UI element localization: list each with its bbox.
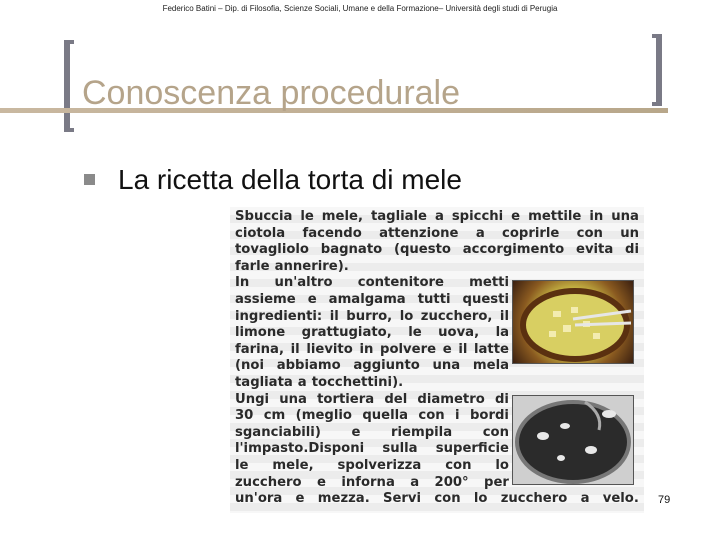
recipe-word: mettile (528, 209, 582, 224)
recipe-line (235, 325, 509, 342)
recipe-word: accorgimento (462, 242, 565, 258)
recipe-word: metti (469, 275, 509, 291)
recipe-line (235, 242, 639, 259)
recipe-word: 30 (235, 408, 254, 424)
recipe-word: grattugiato, (301, 325, 392, 341)
recipe-word: ciotola (235, 225, 286, 241)
recipe-word: assieme (235, 291, 296, 307)
recipe-word: zucchero, (420, 308, 493, 324)
bowl-of-batter-photo (512, 280, 634, 364)
recipe-word: in (589, 209, 604, 224)
recipe-line (235, 458, 509, 475)
recipe-word: di (625, 242, 639, 258)
recipe-word: spicchi (451, 209, 504, 224)
bowl-photo-drawing (513, 281, 633, 363)
title-bracket-right (652, 34, 662, 106)
recipe-word: farle (235, 258, 270, 274)
recipe-word: di (494, 391, 509, 407)
recipe-word: spolverizza (337, 457, 422, 473)
recipe-word: mela (472, 358, 509, 374)
recipe-word: (noi (235, 358, 264, 374)
recipe-word: velo. (602, 491, 639, 507)
recipe-word: questi (462, 291, 509, 307)
recipe-word: e (295, 491, 305, 507)
recipe-word: lo (473, 491, 488, 507)
recipe-word: mezza. (317, 491, 370, 507)
recipe-line (235, 441, 509, 458)
recipe-word: quella (362, 408, 409, 424)
recipe-word: limone (235, 325, 286, 341)
recipe-word: burro, (346, 308, 393, 324)
recipe-line (235, 292, 509, 309)
recipe-line (235, 226, 639, 243)
title-bracket-left (64, 40, 74, 132)
recipe-word: amalgama (328, 291, 406, 307)
recipe-word: zucchero (500, 491, 568, 507)
recipe-word: e (511, 209, 521, 224)
recipe-line (235, 425, 509, 442)
recipe-word: con (434, 491, 461, 507)
recipe-word: per (484, 474, 509, 490)
recipe-word: tovagliolo (235, 242, 309, 258)
recipe-line (235, 275, 509, 292)
recipe-word: a (475, 225, 485, 241)
recipe-word: lo (399, 308, 414, 324)
recipe-line (235, 358, 509, 375)
recipe-word: le (300, 209, 314, 224)
recipe-word: bagnato (320, 242, 383, 258)
recipe-word: le (235, 457, 249, 473)
recipe-word: tutti (417, 291, 451, 307)
recipe-word: con (445, 457, 472, 473)
recipe-word: il (329, 308, 339, 324)
recipe-word: polvere (380, 341, 437, 357)
recipe-word: cm (263, 408, 286, 424)
recipe-word: aggiunto (353, 358, 420, 374)
pan-photo-drawing (513, 396, 633, 484)
recipe-word: a (580, 491, 590, 507)
recipe-word: sganciabili) (235, 424, 321, 440)
recipe-word: bordi (469, 408, 509, 424)
recipe-line (235, 342, 509, 359)
recipe-word: con (418, 408, 445, 424)
recipe-word: il (499, 308, 509, 324)
recipe-word: e (442, 341, 452, 357)
recipe-word: e (351, 424, 361, 440)
recipe-line (235, 491, 639, 508)
recipe-word: (questo (393, 242, 451, 258)
recipe-word: l'impasto.Disponi (235, 441, 365, 457)
recipe-word: a (410, 474, 420, 490)
bullet-square-icon (84, 174, 95, 185)
recipe-word: Ungi (235, 391, 270, 407)
recipe-word: latte (474, 341, 509, 357)
recipe-word: attenzione (379, 225, 459, 241)
recipe-word: Servi (382, 491, 422, 507)
recipe-word: diametro (417, 391, 485, 407)
recipe-word: superficie (435, 441, 509, 457)
recipe-word: e (317, 474, 326, 490)
recipe-line (235, 259, 639, 276)
recipe-line (235, 209, 639, 226)
recipe-word: in (359, 341, 374, 357)
recipe-word: un'ora (235, 491, 283, 507)
recipe-word: una (611, 209, 639, 224)
recipe-word: a (297, 374, 307, 390)
page-number: 79 (658, 494, 671, 506)
recipe-word: del (384, 391, 408, 407)
recipe-word: con (482, 424, 509, 440)
recipe-word: tagliata (235, 374, 293, 390)
recipe-word: 200° (434, 474, 469, 490)
recipe-word: una (432, 358, 461, 374)
recipe-word: tocchettini). (311, 374, 404, 390)
recipe-word: coprirle (502, 225, 560, 241)
recipe-line (235, 309, 509, 326)
recipe-word: i (455, 408, 460, 424)
recipe-word: e (307, 291, 317, 307)
header-credit: Federico Batini – Dip. di Filosofia, Scienze Sociali, Umane e della Formazione– Università degli studi di Perugia (162, 4, 558, 13)
recipe-word: annerire). (274, 258, 349, 274)
recipe-word: In (235, 275, 250, 291)
recipe-line (235, 475, 509, 492)
recipe-word: a (434, 209, 444, 224)
baking-pan-photo (512, 395, 634, 485)
recipe-word: le (408, 325, 422, 341)
recipe-word: contenitore (357, 275, 444, 291)
recipe-word: con (576, 225, 603, 241)
recipe-word: zucchero (235, 474, 302, 490)
recipe-word: Sbuccia (235, 209, 293, 224)
slide-title: Conoscenza procedurale (82, 74, 461, 112)
recipe-word: il (290, 341, 300, 357)
recipe-word: ingredienti: (235, 308, 323, 324)
recipe-word: riempila (391, 424, 453, 440)
recipe-word: un'altro (274, 275, 333, 291)
recipe-word: sulla (382, 441, 418, 457)
recipe-word: farina, (235, 341, 284, 357)
recipe-word: lo (495, 457, 509, 473)
recipe-word: lievito (306, 341, 353, 357)
recipe-line (235, 375, 509, 392)
recipe-word: il (458, 341, 468, 357)
recipe-word: una (279, 391, 307, 407)
recipe-word: abbiamo (276, 358, 341, 374)
recipe-word: la (495, 325, 509, 341)
recipe-word: tortiera (317, 391, 375, 407)
recipe-word: mele, (321, 209, 363, 224)
recipe-word: facendo (302, 225, 362, 241)
bullet-text: La ricetta della torta di mele (118, 164, 462, 195)
recipe-line (235, 392, 509, 409)
recipe-word: mele, (272, 457, 314, 473)
recipe-word: (meglio (295, 408, 352, 424)
recipe-word: uova, (438, 325, 480, 341)
recipe-word: inforna (341, 474, 395, 490)
recipe-line (235, 408, 509, 425)
recipe-word: evita (576, 242, 614, 258)
recipe-word: un (620, 225, 639, 241)
recipe-word: tagliale (370, 209, 427, 224)
